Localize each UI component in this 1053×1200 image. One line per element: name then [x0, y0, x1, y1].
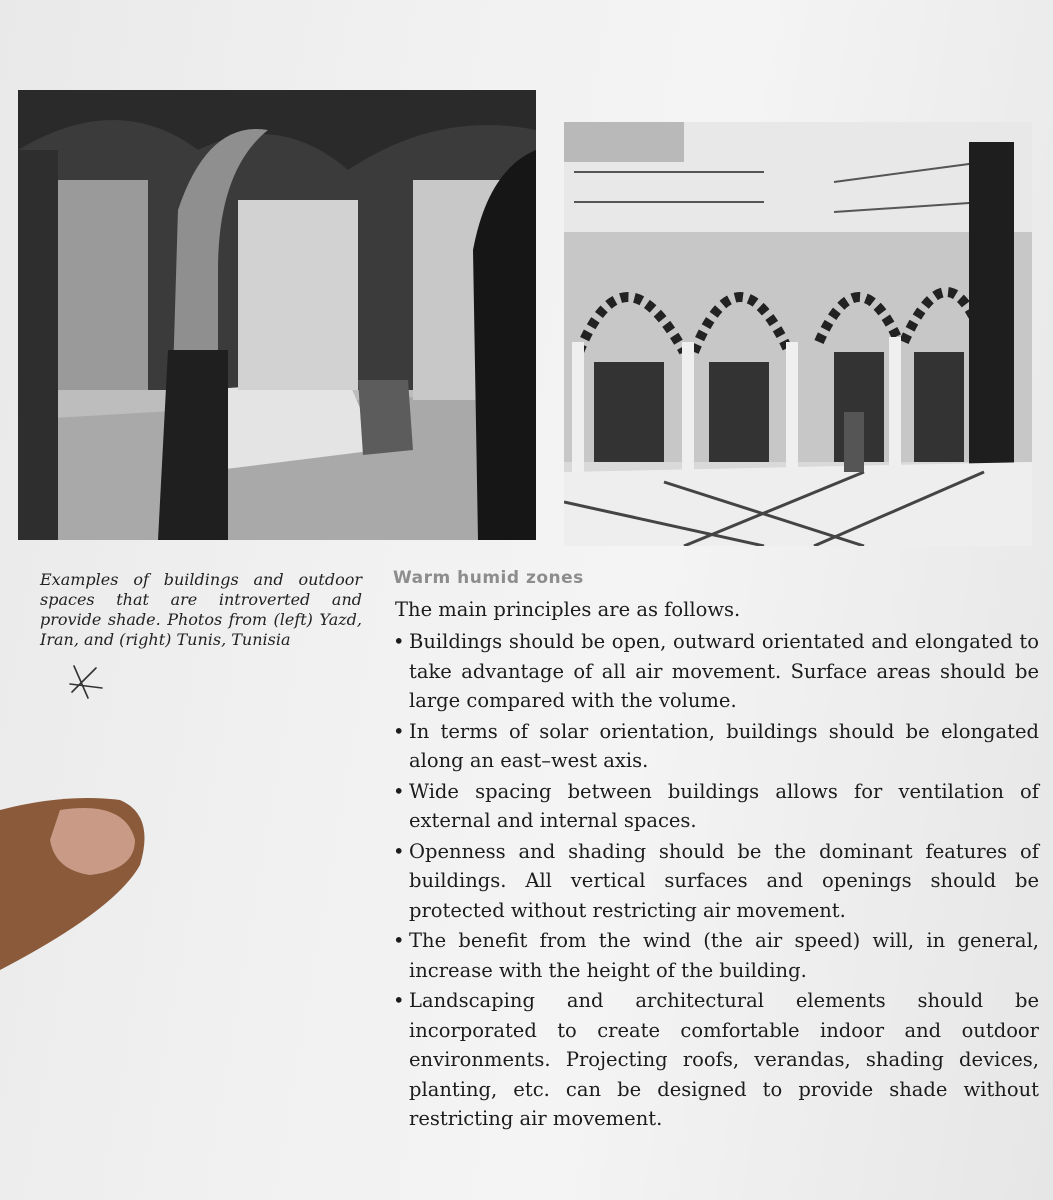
tunis-courtyard-image — [564, 122, 1032, 546]
list-item: • Wide spacing between buildings allows for ventilation of external and internal spaces. — [385, 777, 1039, 836]
list-item: • Openness and shading should be the dominant features of buildings. All vertical surfaces and openings should be protected without restricting air movement. — [385, 837, 1039, 926]
list-item: • In terms of solar orientation, buildings should be elongated along an east–west axis. — [385, 717, 1039, 776]
section-heading: Warm humid zones — [393, 568, 584, 588]
principles-list — [385, 627, 1045, 1134]
photo-caption: Examples of buildings and outdoor spaces that are introverted and provide shade. Photos from (left) Yazd, Iran, and (right) Tunis, Tunisia — [40, 570, 362, 649]
left-photo — [18, 90, 536, 540]
thumb-image — [0, 770, 150, 1000]
right-photo — [564, 122, 1032, 546]
section-intro: The main principles are as follows. — [395, 598, 741, 621]
yazd-arcade-image — [18, 90, 536, 540]
list-item: • Landscaping and architectural elements should be incorporated to create comfortable indoor and outdoor environments. Projecting roofs, verandas, shading devices, planting, etc. can be designed to provide shade without restricting air movement. — [385, 986, 1039, 1134]
list-item: • Buildings should be open, outward orientated and elongated to take advantage of all air movement. Surface areas should be large compared with the volume. — [385, 627, 1039, 716]
list-item: • The benefit from the wind (the air speed) will, in general, increase with the height of the building. — [385, 926, 1039, 985]
handwritten-mark-icon — [66, 662, 106, 702]
section-content — [385, 568, 1045, 1135]
